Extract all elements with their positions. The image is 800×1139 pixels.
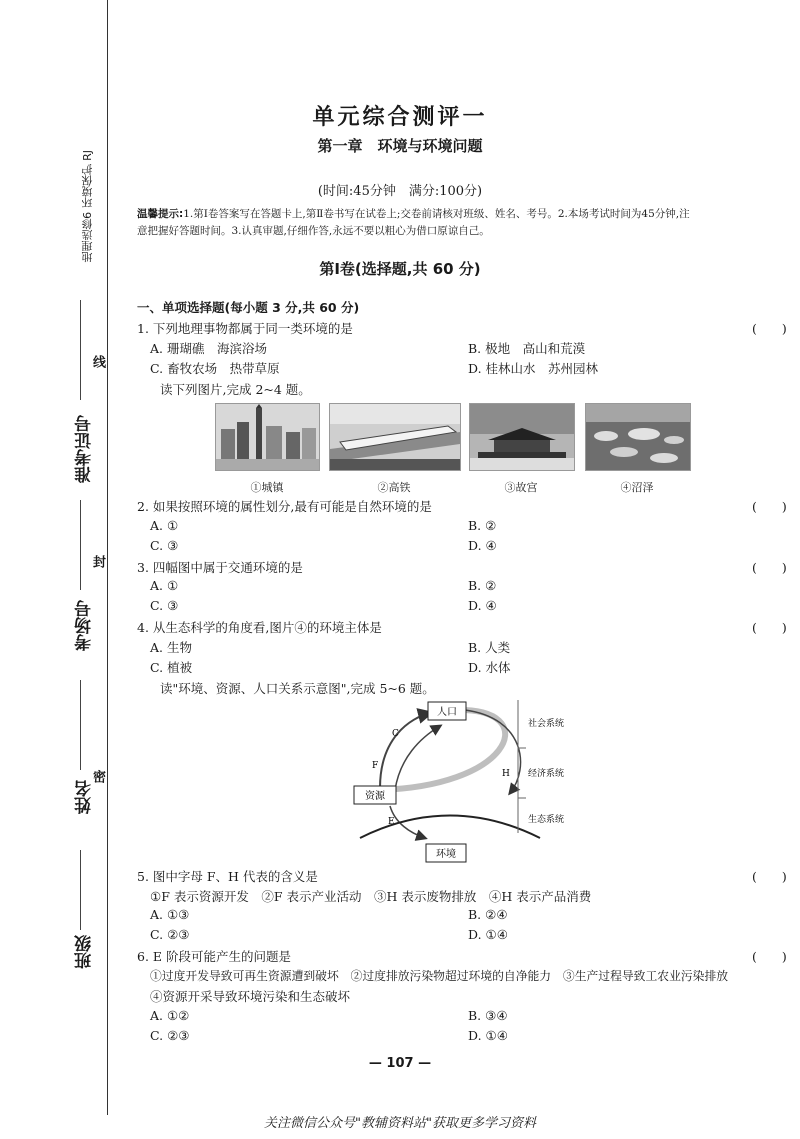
name-field[interactable] [80,680,81,770]
q2-option-d: D. ④ [468,538,497,553]
ground-curve [360,816,540,839]
q1-option-a: A. 珊瑚礁 海滨浴场 [150,341,267,356]
environment-label: 环境 [436,849,456,860]
q5-option-c: C. ②③ [150,927,190,942]
section-title: 第Ⅰ卷(选择题,共 60 分) [319,260,481,278]
tip-line-1 [137,206,777,221]
q6-option-b: B. ③④ [468,1008,508,1023]
q5-option-b: B. ②④ [468,907,508,922]
resource-label: 资源 [365,791,385,802]
q2-stem: 2. 如果按照环境的属性划分,最有可能是自然环境的是 [137,499,432,514]
q2-answer-blank[interactable]: ( ) [752,499,787,514]
chapter-title: 第一章 环境与环境问题 [317,137,483,155]
q2-option-a: A. ① [150,518,179,533]
exam-number-field[interactable] [80,300,81,400]
q4-option-c: C. 植被 [150,660,193,675]
q5-stem: 5. 图中字母 F、H 代表的含义是 [137,869,318,884]
arrow-h [465,710,521,793]
q3-answer-blank[interactable]: ( ) [752,560,787,575]
economic-system-label: 经济系统 [528,769,565,779]
q2-option-c: C. ③ [150,538,179,553]
q5-option-a: A. ①③ [150,907,190,922]
arrow-h-band [375,710,505,790]
relationship-diagram [340,698,620,868]
photo-caption-swamp: ④沼泽 [620,481,654,494]
letter-f: F [372,761,379,771]
q1-option-b: B. 极地 高山和荒漠 [468,341,586,356]
ecological-system-label: 生态系统 [528,815,565,825]
social-system-label: 社会系统 [528,719,565,729]
photo-town [215,403,320,471]
page-title: 单元综合测评一 [312,105,488,130]
tip-line-2: 意把握好答题时间。3.认真审题,仔细作答,永远不要以粗心为借口原谅自己。 [137,225,490,237]
intro-2-4: 读下列图片,完成 2~4 题。 [160,382,311,397]
exam-number-label: 准考证号 [75,415,95,483]
page-number: — 107 — [368,1056,432,1071]
seal-mark-seal: 封 [90,555,105,568]
name-label: 姓名 [75,780,95,814]
q4-stem: 4. 从生态科学的角度看,图片④的环境主体是 [137,620,382,635]
q2-option-b: B. ② [468,518,497,533]
q1-stem: 1. 下列地理事物都属于同一类环境的是 [137,321,353,336]
q3-stem: 3. 四幅图中属于交通环境的是 [137,560,303,575]
tip-label: 温馨提示: [137,208,184,220]
photo-caption-rail: ②高铁 [377,481,411,494]
q5-option-d: D. ①④ [468,927,508,942]
q4-option-d: D. 水体 [468,660,511,675]
q5-answer-blank[interactable]: ( ) [752,869,787,884]
q6-answer-blank[interactable]: ( ) [752,949,787,964]
q1-option-d: D. 桂林山水 苏州园林 [468,361,599,376]
tip-text-1: 1.第Ⅰ卷答案写在答题卡上,第Ⅱ卷书写在试卷上;交卷前请核对班级、姓名、考号。2.本场考试时间为45分钟,注 [183,208,690,220]
arrow-e [390,806,425,838]
q4-answer-blank[interactable]: ( ) [752,620,787,635]
time-info: (时间:45分钟 满分:100分) [317,184,483,199]
photo-high-speed-rail [329,403,461,471]
class-field[interactable] [80,850,81,930]
people-label: 人口 [437,707,457,718]
q6-option-c: C. ②③ [150,1028,190,1043]
section-heading: 一、单项选择题(每小题 3 分,共 60 分) [137,300,360,315]
binding-line [107,0,108,1115]
arrow-c [380,713,430,788]
class-label: 班级 [75,935,95,969]
intro-5-6: 读"环境、资源、人口关系示意图",完成 5~6 题。 [160,681,435,696]
q6-stem: 6. E 阶段可能产生的问题是 [137,949,291,964]
q4-option-b: B. 人类 [468,640,511,655]
subject-label: 地理选修6 环境保护 RJ [81,150,94,263]
q5-statements: ①F 表示资源开发 ②F 表示产业活动 ③H 表示废物排放 ④H 表示产品消费 [150,889,592,904]
q3-option-b: B. ② [468,578,497,593]
q1-option-c: C. 畜牧农场 热带草原 [150,361,280,376]
letter-e: E [388,817,395,827]
photo-caption-town: ①城镇 [250,481,284,494]
seal-mark-secret: 密 [90,770,105,783]
letter-c: C [392,729,399,739]
q6-statements-2: ④资源开采导致环境污染和生态破坏 [150,989,351,1004]
exam-room-label: 考场号 [75,600,95,651]
q6-statements-1: ①过度开发导致可再生资源遭到破坏 ②过度排放污染物超过环境的自净能力 ③生产过程导致工农业污染排放 [150,969,729,983]
q6-option-a: A. ①② [150,1008,190,1023]
exam-room-field[interactable] [80,500,81,590]
letter-h: H [502,769,510,779]
photo-caption-palace: ③故宫 [504,481,538,494]
photo-forbidden-city [469,403,575,471]
q3-option-c: C. ③ [150,598,179,613]
q6-option-d: D. ①④ [468,1028,508,1043]
q4-option-a: A. 生物 [150,640,192,655]
seal-mark-line: 线 [90,355,105,368]
q1-answer-blank[interactable]: ( ) [752,321,787,336]
q3-option-a: A. ① [150,578,179,593]
photo-swamp [585,403,691,471]
arrow-f [395,726,440,790]
footer-note: 关注微信公众号"教辅资料站"获取更多学习资料 [264,1116,536,1131]
q3-option-d: D. ④ [468,598,497,613]
